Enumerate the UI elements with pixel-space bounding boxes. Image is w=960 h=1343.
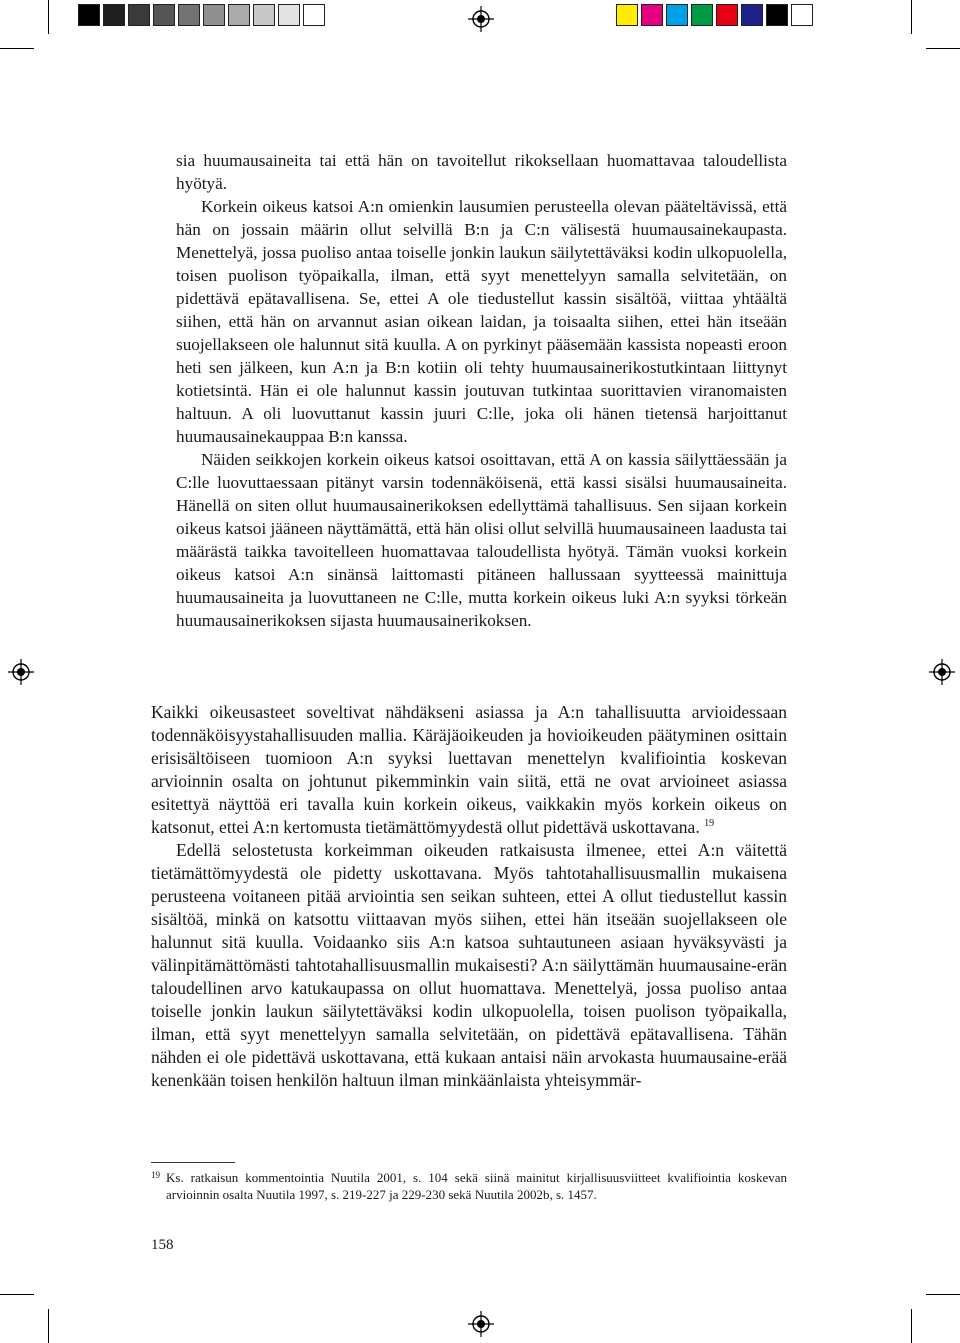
footnote-divider bbox=[151, 1162, 235, 1163]
page-number: 158 bbox=[151, 1237, 174, 1253]
body-paragraph bbox=[151, 701, 787, 839]
color-swatch bbox=[278, 4, 300, 26]
color-swatch bbox=[78, 4, 100, 26]
color-swatch bbox=[641, 4, 663, 26]
crop-mark-bottom-right-v bbox=[911, 1309, 912, 1343]
footnote-text: Ks. ratkaisun kommentointia Nuutila 2001, s. 104 sekä siinä mainitut kirjallisuusviitteet kvalifiointia koskevan arvioinnin osalta Nuutila 1997, s. 219-227 ja 229-230 sekä Nuutila 2002b, s. 1457. bbox=[166, 1170, 787, 1202]
body-paragraph: Edellä selostetusta korkeimman oikeuden ratkaisusta ilmenee, ettei A:n väitettä tietämättömyydestä ole pidetty uskottavana. Myös tahtotahallisuusmallin mukaisena perusteena voitaneen pitää arviointia sen seikan suhteen, ettei A ollut tiedustellut kassin sisältöä, minkä on katsottu viittaavan myös siihen, ettei hän itseään suojellakseen ole halunnut sitä kuulla. Voidaanko siis A:n katsoa suhtautuneen asiaan hyväksyvästi ja välinpitämättömästi tahtotahallisuusmallin mukaisesti? A:n säilyttämän huumausaine-erän taloudellinen arvo katukaupassa on ollut huomattava. Menettelyä, jossa puoliso antaa toiselle jonkin laukun säilytettäväksi kodin ulkopuolella, toisen puolison työpaikalla, ilman, että syyt menettelyyn samalla selvitetään, on pidettävä epätavallisena. Tähän nähden ei ole pidettävä uskottavana, että kukaan antaisi näin arvokasta huumausaine-erää kenenkään toisen henkilön haltuun ilman minkäänlaista yhteisymmär- bbox=[151, 840, 787, 1090]
registration-mark-top-icon bbox=[468, 6, 494, 32]
registration-mark-right-icon bbox=[929, 659, 955, 685]
quote-paragraph: Korkein oikeus katsoi A:n omienkin lausumien perusteella olevan pääteltävissä, että hän on jossain määrin ollut selvillä B:n ja C:n välisestä huumausainekaupasta. Menettelyä, jossa puoliso antaa toiselle jonkin laukun säilytettäväksi kodin ulkopuolella, toisen puolison työpaikalla, ilman, että syyt menettelyyn samalla selvitetään, on pidettävä epätavallisena. Se, ettei A ole tiedustellut kassin sisältöä, viittaa yhtäältä siihen, että hän on arvannut asian oikean laidan, ja toisaalta siihen, ettei hän itseään suojellakseen ole halunnut sitä kuulla. A on pyrkinyt pääsemään kassista nopeasti eroon heti sen jälkeen, kun A:n ja B:n kotiin oli tehty huumausainerikostutkintaan liittynyt kotietsintä. Hän ei ole halunnut kassin joutuvan tutkintaa suorittavien viranomaisten haltuun. A oli luovuttanut kassin juuri C:lle, joka oli hänen tietensä harjoittanut huumausainekauppaa B:n kanssa. bbox=[176, 197, 787, 446]
process-color-bar bbox=[616, 4, 816, 26]
color-swatch bbox=[153, 4, 175, 26]
grayscale-color-bar bbox=[78, 4, 328, 26]
crop-mark-top-left-h bbox=[0, 48, 34, 49]
color-swatch bbox=[666, 4, 688, 26]
color-swatch bbox=[103, 4, 125, 26]
footnote-reference: 19 bbox=[704, 818, 715, 829]
color-swatch bbox=[178, 4, 200, 26]
color-swatch bbox=[716, 4, 738, 26]
quote-paragraph: sia huumausaineita tai että hän on tavoitellut rikoksellaan huomattavaa taloudellista hyötyä. bbox=[176, 151, 787, 193]
color-swatch bbox=[691, 4, 713, 26]
quote-paragraph: Näiden seikkojen korkein oikeus katsoi osoittavan, että A on kassia säilyttäessään ja C:lle luovuttaessaan pitänyt varsin todennäköisenä, että kassi sisälsi huumausaineita. Hänellä on siten ollut huumausainerikoksen edellyttämä tahallisuus. Sen sijaan korkein oikeus katsoi jääneen näyttämättä, että hän olisi ollut selvillä huumausaineen laadusta tai määrästä taikka tavoitelleen huomattavaa taloudellista hyötyä. Tämän vuoksi korkein oikeus katsoi A:n sinänsä laittomasti pitäneen hallussaan syytteessä mainittuja huumausaineita ja luovuttaneen ne C:lle, mutta korkein oikeus luki A:n syyksi törkeän huumausainerikoksen sijasta huumausainerikoksen. bbox=[176, 450, 787, 630]
crop-mark-top-right-h bbox=[926, 48, 960, 49]
crop-mark-bottom-right-h bbox=[926, 1294, 960, 1295]
body-text bbox=[151, 701, 787, 1092]
quoted-court-decision bbox=[176, 149, 787, 632]
color-swatch bbox=[128, 4, 150, 26]
color-swatch bbox=[616, 4, 638, 26]
crop-mark-top-left-v bbox=[48, 0, 49, 34]
registration-mark-bottom-icon bbox=[468, 1311, 494, 1337]
registration-mark-left-icon bbox=[8, 659, 34, 685]
crop-mark-bottom-left-h bbox=[0, 1294, 34, 1295]
body-paragraph-text: Kaikki oikeusasteet soveltivat nähdäkseni asiassa ja A:n tahallisuutta arvioidessaan todennäköisyystahallisuuden mallia. Käräjäoikeuden ja hovioikeuden päätyminen osittain erisisältöiseen tuomioon A:n syyksi luettavan menettelyn kvalifiointia koskevan arvioinnin osalta on johtunut pikemminkin vain siitä, että ne ovat arvioineet asiassa esitettyä näyttöä eri tavalla kuin korkein oikeus, vaikkakin myös korkein oikeus on katsonut, ettei A:n kertomusta tietämättömyydestä ollut pidettävä uskottavana. bbox=[151, 702, 787, 837]
color-swatch bbox=[253, 4, 275, 26]
color-swatch bbox=[228, 4, 250, 26]
crop-mark-bottom-left-v bbox=[48, 1309, 49, 1343]
footnote bbox=[151, 1169, 787, 1203]
color-swatch bbox=[791, 4, 813, 26]
footnote-number: 19 bbox=[151, 1170, 160, 1180]
color-swatch bbox=[203, 4, 225, 26]
crop-mark-top-right-v bbox=[911, 0, 912, 34]
color-swatch bbox=[303, 4, 325, 26]
color-swatch bbox=[766, 4, 788, 26]
color-swatch bbox=[741, 4, 763, 26]
